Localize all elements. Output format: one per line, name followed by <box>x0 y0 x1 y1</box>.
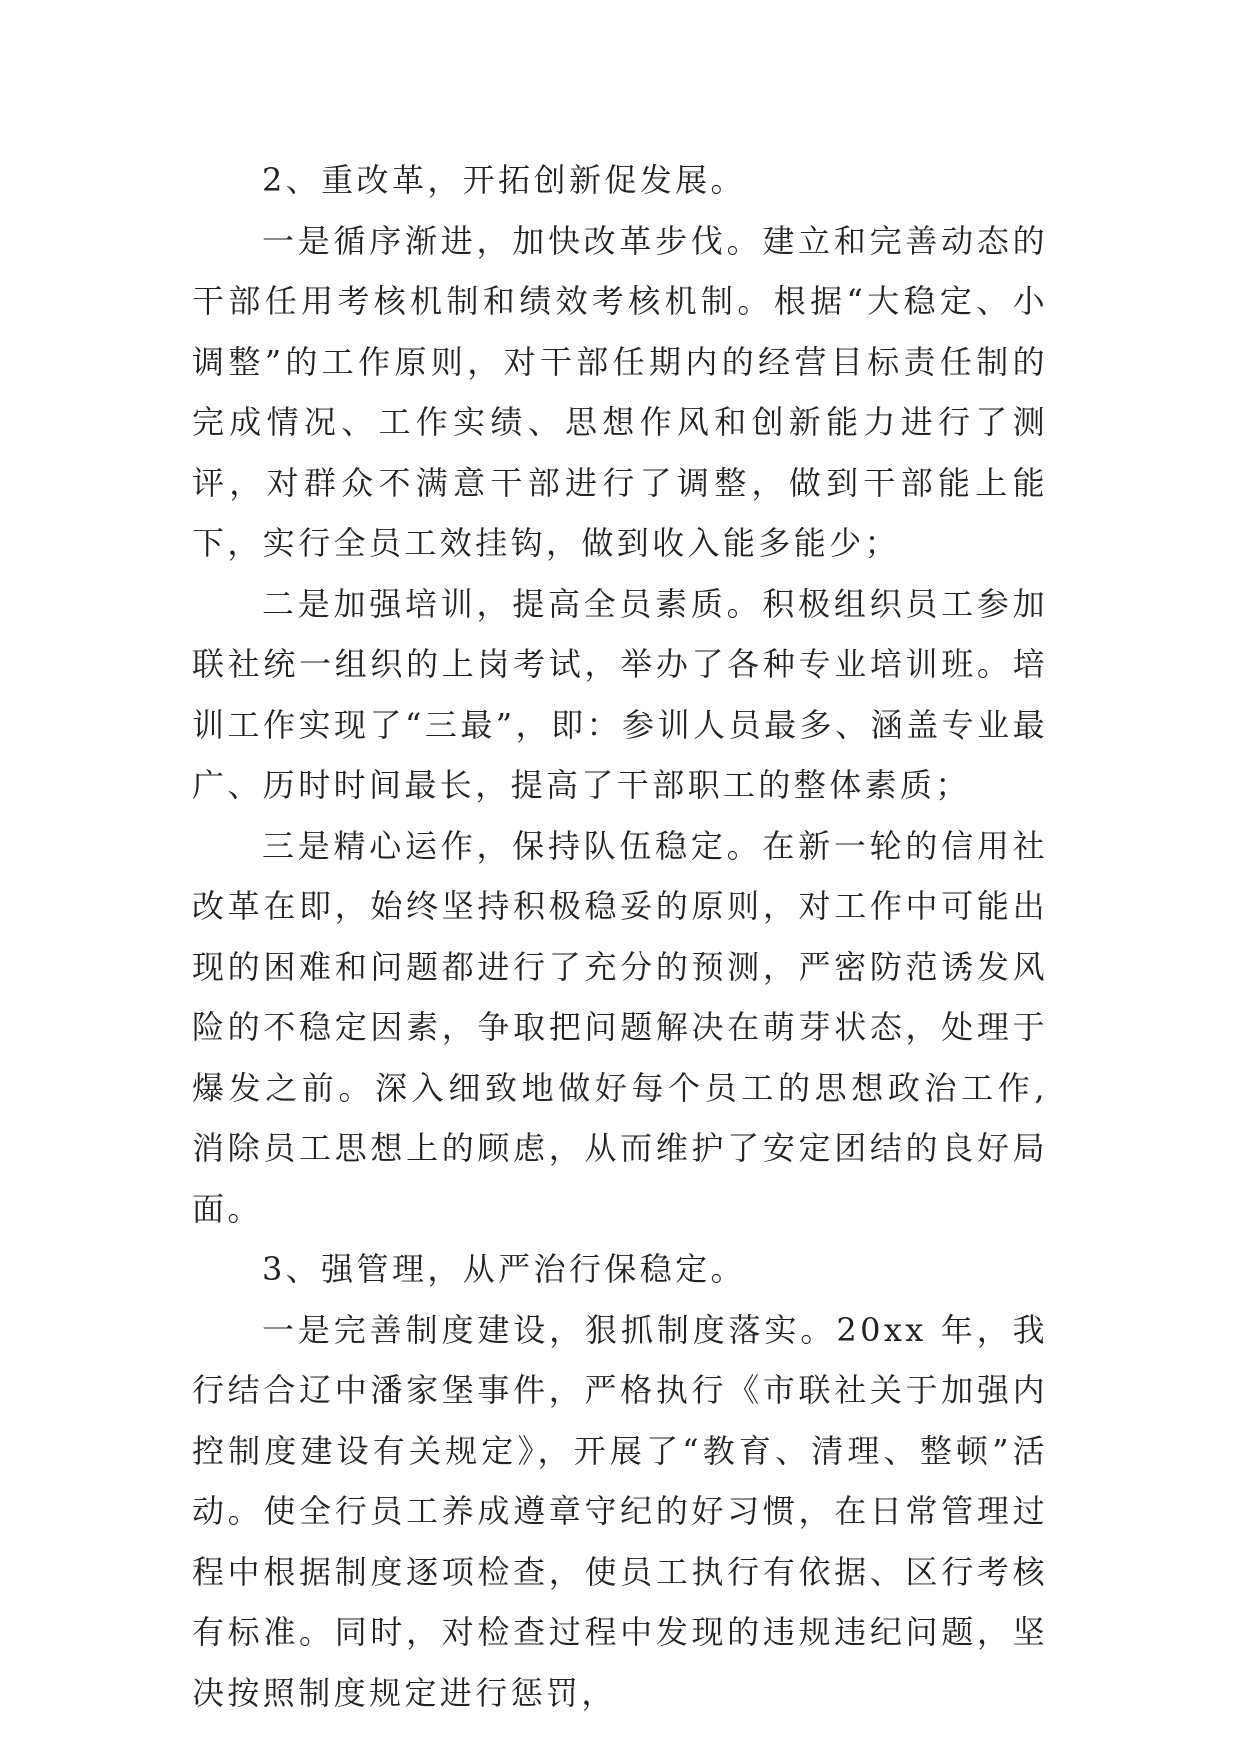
section-heading-management: 3、强管理，从严治行保稳定。 <box>262 1250 746 1288</box>
section-heading-reform: 2、重改革，开拓创新促发展。 <box>262 161 746 199</box>
paragraph-team-stability: 三是精心运作，保持队伍稳定。在新一轮的信用社改革在即，始终坚持积极稳妥的原则，对工作中可能出现的困难和问题都进行了充分的预测，严密防范诱发风险的不稳定因素，争取把问题解决在萌芽状态，处理于爆发之前。深入细致地做好每个员工的思想政治工作,消除员工思想上的顾虑，从而维护了安定团结的良好局面。 <box>192 826 1048 1228</box>
paragraph-training: 二是加强培训，提高全员素质。积极组织员工参加联社统一组织的上岗考试，举办了各种专业培训班。培训工作实现了“三最”，即：参训人员最多、涵盖专业最广、历时时间最长，提高了干部职工的整体素质； <box>192 584 1048 804</box>
paragraph-system-building: 一是完善制度建设，狠抓制度落实。20xx 年，我行结合辽中潘家堡事件，严格执行《市联社关于加强内控制度建设有关规定》，开展了“教育、清理、整顿”活动。使全行员工养成遵章守纪的好习惯，在日常管理过程中根据制度逐项检查，使员工执行有依据、区行考核有标准。同时，对检查过程中发现的违规违纪问题，坚决按照制度规定进行惩罚， <box>192 1310 1048 1712</box>
paragraph-reform-pace: 一是循序渐进，加快改革步伐。建立和完善动态的干部任用考核机制和绩效考核机制。根据“大稳定、小调整”的工作原则，对干部任期内的经营目标责任制的完成情况、工作实绩、思想作风和创新能力进行了测评，对群众不满意干部进行了调整，做到干部能上能下，实行全员工效挂钩，做到收入能多能少； <box>192 221 1048 562</box>
document-body <box>192 150 1048 1723</box>
